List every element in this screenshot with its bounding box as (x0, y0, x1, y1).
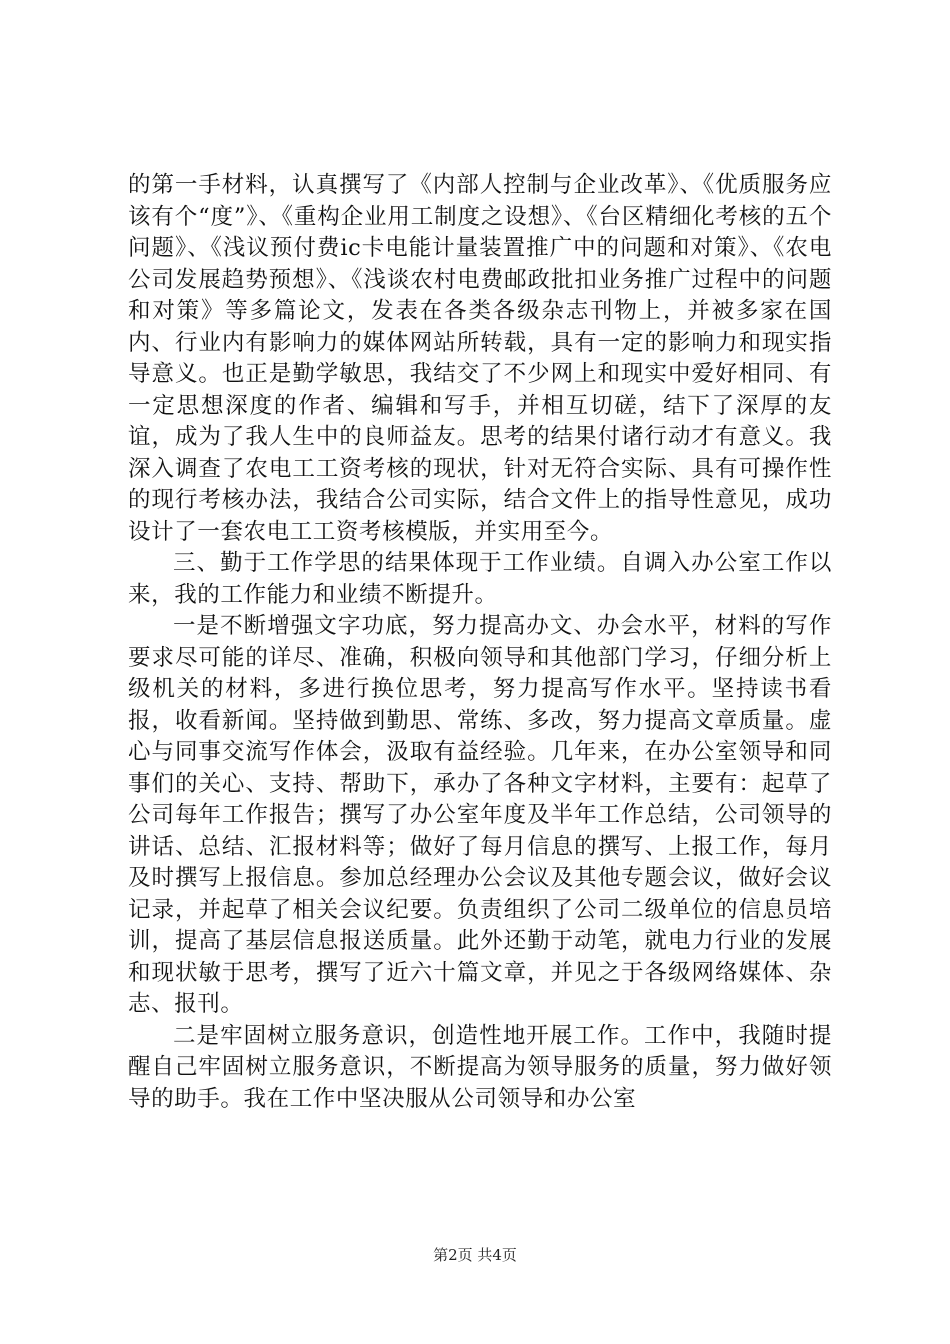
paragraph-continuation: 的第一手材料，认真撰写了《内部人控制与企业改革》、《优质服务应该有个“度”》、《重构企业用工制度之设想》、《台区精细化考核的五个问题》、《浅议预付费ic卡电能计量装置推广中的问题和对策》、《农电公司发展趋势预想》、《浅谈农村电费邮政批扣业务推广过程中的问题和对策》等多篇论文，发表在各类各级杂志刊物上，并被多家在国内、行业内有影响力的媒体网站所转载，具有一定的影响力和现实指导意义。也正是勤学敏思，我结交了不少网上和现实中爱好相同、有一定思想深度的作者、编辑和写手，并相互切磋，结下了深厚的友谊，成为了我人生中的良师益友。思考的结果付诸行动才有意义。我深入调查了农电工工资考核的现状，针对无符合实际、具有可操作性的现行考核办法，我结合公司实际，结合文件上的指导性意见，成功设计了一套农电工工资考核模版，并实用至今。 (128, 172, 832, 545)
document-body (128, 170, 832, 1115)
paragraph-point-one: 一是不断增强文字功底，努力提高办文、办会水平，材料的写作要求尽可能的详尽、准确，积极向领导和其他部门学习，仔细分析上级机关的材料，多进行换位思考，努力提高写作水平。坚持读书看报，收看新闻。坚持做到勤思、常练、多改，努力提高文章质量。虚心与同事交流写作体会，汲取有益经验。几年来，在办公室领导和同事们的关心、支持、帮助下，承办了各种文字材料，主要有：起草了公司每年工作报告；撰写了办公室年度及半年工作总结，公司领导的讲话、总结、汇报材料等；做好了每月信息的撰写、上报工作，每月及时撰写上报信息。参加总经理办公会议及其他专题会议，做好会议记录，并起草了相关会议纪要。负责组织了公司二级单位的信息员培训，提高了基层信息报送质量。此外还勤于动笔，就电力行业的发展和现状敏于思考，撰写了近六十篇文章，并见之于各级网络媒体、杂志、报刊。 (128, 613, 832, 1017)
page-number-footer: 第2页 共4页 (433, 1246, 517, 1264)
paragraph-point-two: 二是牢固树立服务意识，创造性地开展工作。工作中，我随时提醒自己牢固树立服务意识，不断提高为领导服务的质量，努力做好领导的助手。我在工作中坚决服从公司领导和办公室 (128, 1022, 832, 1112)
paragraph-section-three: 三、勤于工作学思的结果体现于工作业绩。自调入办公室工作以来，我的工作能力和业绩不断提升。 (128, 550, 832, 608)
